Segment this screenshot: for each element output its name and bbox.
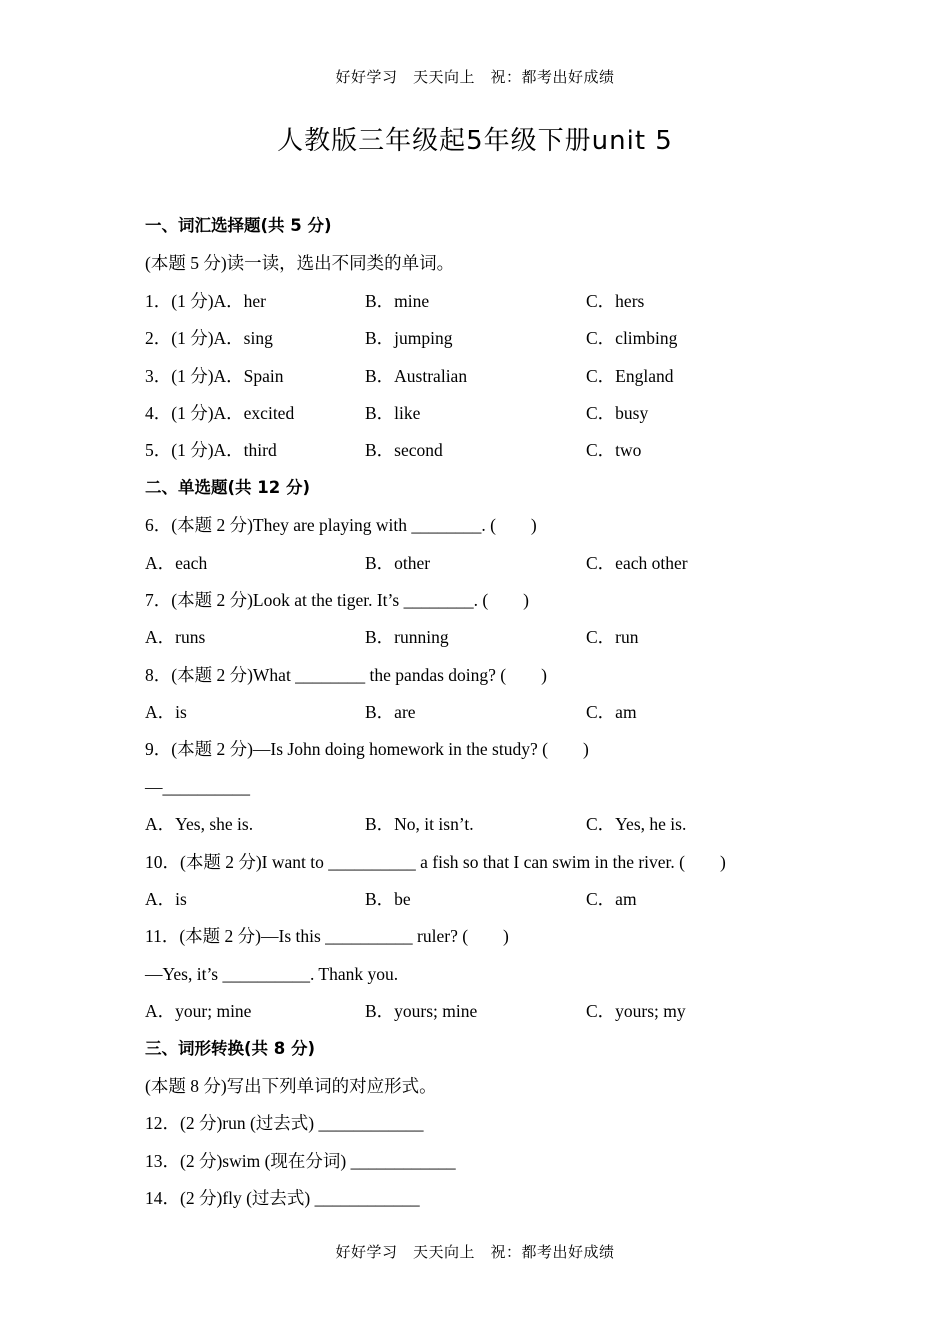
option-a: 5．(1 分)A．third [145,440,277,461]
option-a: A．Yes, she is. [145,814,254,835]
option-row [145,549,845,586]
option-b: B．are [365,702,416,723]
question-text: 9．(本题 2 分)—Is John doing homework in the study? ( ) [145,739,589,760]
exam-content [145,212,845,1222]
option-row [145,623,845,660]
option-c: C．each other [586,552,688,573]
question-text: (本题 5 分)读一读，选出不同类的单词。 [145,253,455,274]
question-text: —__________ [145,776,250,797]
option-a: A．your; mine [145,1001,252,1022]
question-text: 14．(2 分)fly (过去式) ____________ [145,1188,420,1209]
question-text: 11．(本题 2 分)—Is this __________ ruler? ( ) [145,926,509,947]
option-b: B．mine [365,290,430,311]
question-text: 8．(本题 2 分)What ________ the pandas doing? ( ) [145,664,547,685]
option-b: B．like [365,402,421,423]
question-text: (本题 8 分)写出下列单词的对应形式。 [145,1075,437,1096]
option-b: B．yours; mine [365,1001,478,1022]
option-a: A．each [145,552,208,573]
option-c: C．climbing [586,328,678,349]
option-b: B．second [365,440,443,461]
option-b: B．other [365,552,431,573]
option-a: 1．(1 分)A．her [145,290,267,311]
section-heading: 一、词汇选择题(共 5 分) [145,216,332,235]
option-a: A．is [145,702,187,723]
option-c: C．England [586,365,674,386]
option-b: B．Australian [365,365,468,386]
option-b: B．No, it isn’t. [365,814,474,835]
option-c: C．busy [586,402,649,423]
page-footer: 好好学习 天天向上 祝：都考出好成绩 [335,1243,615,1261]
document-title: 人教版三年级起5年级下册unit 5 [277,126,673,156]
question-text: 10．(本题 2 分)I want to __________ a fish so that I can swim in the river. ( ) [145,851,726,872]
question-text: 13．(2 分)swim (现在分词) ____________ [145,1150,456,1171]
question-text: 12．(2 分)run (过去式) ____________ [145,1113,424,1134]
option-c: C．run [586,627,639,648]
option-c: C．am [586,889,637,910]
question-text: 7．(本题 2 分)Look at the tiger. It’s ________. ( ) [145,589,529,610]
option-row [145,436,845,473]
option-c: C．Yes, he is. [586,814,687,835]
option-b: B．be [365,889,411,910]
question-text: 6．(本题 2 分)They are playing with ________. ( ) [145,515,537,536]
option-a: 3．(1 分)A．Spain [145,365,284,386]
option-a: 2．(1 分)A．sing [145,328,273,349]
section-heading: 三、词形转换(共 8 分) [145,1038,316,1058]
option-row [145,698,845,735]
option-b: B．jumping [365,328,453,349]
option-b: B．running [365,627,449,648]
option-c: C．two [586,440,642,461]
option-row [145,399,845,436]
option-row [145,287,845,324]
option-a: A．runs [145,627,206,648]
option-c: C．am [586,702,637,723]
option-a: 4．(1 分)A．excited [145,402,295,423]
option-a: A．is [145,889,187,910]
option-row [145,362,845,399]
option-row [145,885,845,922]
option-row [145,324,845,361]
section-heading: 二、单选题(共 12 分) [145,477,311,497]
option-c: C．hers [586,290,645,311]
page-header: 好好学习 天天向上 祝：都考出好成绩 [335,68,615,86]
option-row [145,810,845,847]
option-c: C．yours; my [586,1001,686,1022]
option-row [145,997,845,1034]
question-text: —Yes, it’s __________. Thank you. [145,963,399,984]
